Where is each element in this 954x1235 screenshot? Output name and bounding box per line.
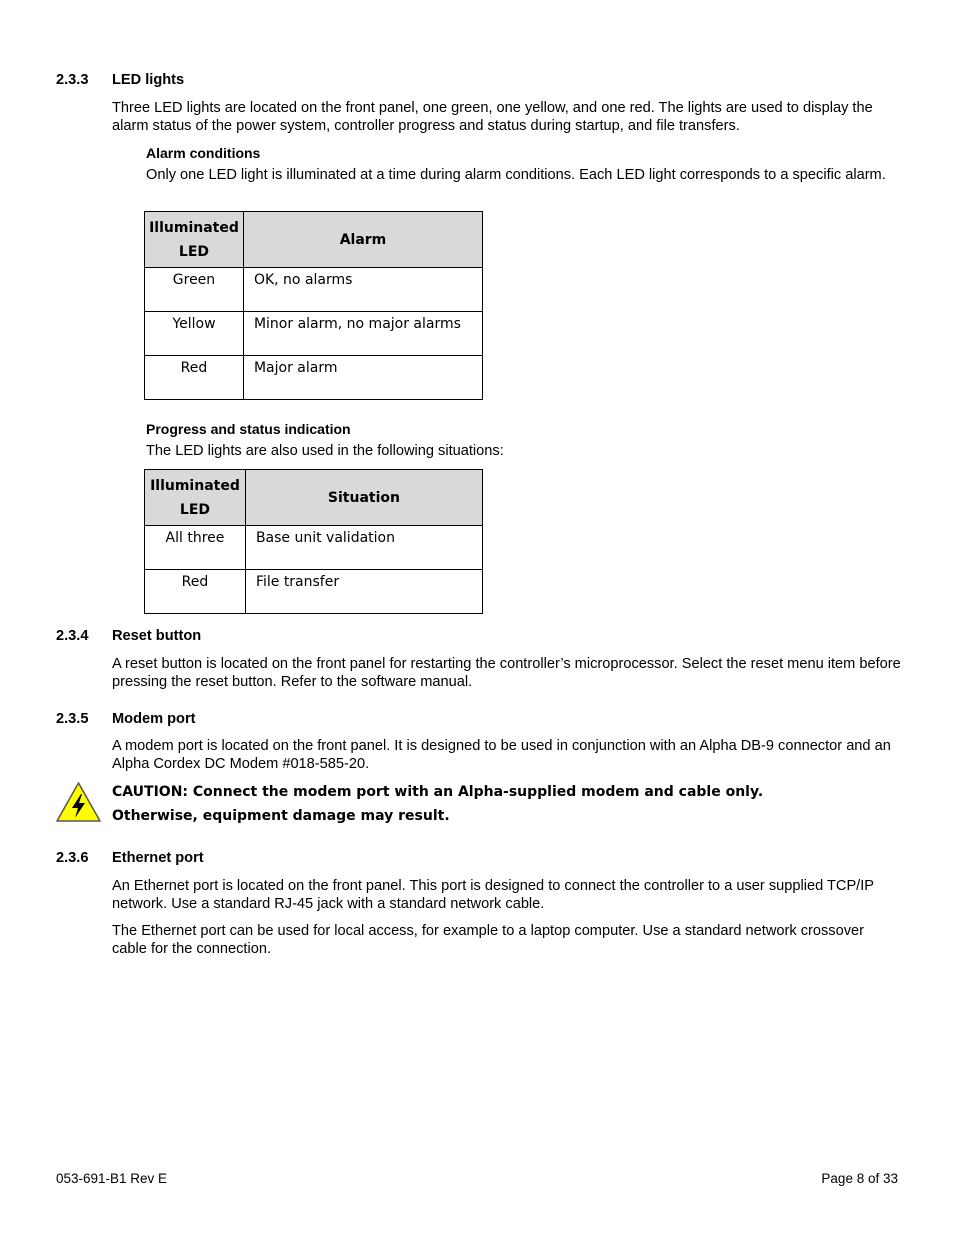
progress-status-heading: Progress and status indication <box>146 421 351 437</box>
table-cell: Red <box>145 356 244 400</box>
alarm-conditions-paragraph: Only one LED light is illuminated at a time during alarm conditions. Each LED light corresponds to a specific alarm. <box>146 167 886 183</box>
section-title-led: LED lights <box>112 72 185 88</box>
section-title-reset: Reset button <box>112 628 202 644</box>
ethernet-paragraph-2: The Ethernet port can be used for local access, for example to a laptop computer. Use a standard network crossover cable for the connection. <box>112 923 864 957</box>
led-intro-paragraph: Three LED lights are located on the front panel, one green, one yellow, and one red. The lights are used to display the alarm status of the power system, controller progress and status during startup, and file transfers. <box>112 100 873 134</box>
section-number-ethernet: 2.3.6 <box>56 850 89 866</box>
table-header-row <box>145 470 483 526</box>
table-row <box>145 570 483 614</box>
table-cell: Minor alarm, no major alarms <box>243 312 482 356</box>
table-cell: OK, no alarms <box>243 268 482 312</box>
table-header-row <box>145 212 483 268</box>
alarm-conditions-heading: Alarm conditions <box>146 145 261 161</box>
section-title-modem: Modem port <box>112 711 196 727</box>
table-header-cell: Illuminated LED <box>145 212 244 268</box>
table-cell: All three <box>145 526 246 570</box>
caution-text: CAUTION: Connect the modem port with an Alpha-supplied modem and cable only. Otherwise, equipment damage may result. <box>112 784 764 824</box>
section-number-led: 2.3.3 <box>56 72 89 88</box>
reset-paragraph: A reset button is located on the front panel for restarting the controller’s microprocessor. Select the reset menu item before pressing the reset button. Refer to the software manual. <box>112 656 901 690</box>
table-row <box>145 268 483 312</box>
high-voltage-warning-icon <box>55 781 102 823</box>
section-number-reset: 2.3.4 <box>56 628 89 644</box>
table-cell: Yellow <box>145 312 244 356</box>
section-number-modem: 2.3.5 <box>56 711 89 727</box>
table-cell: Red <box>145 570 246 614</box>
progress-status-paragraph: The LED lights are also used in the following situations: <box>146 443 504 459</box>
modem-paragraph: A modem port is located on the front panel. It is designed to be used in conjunction with an Alpha DB-9 connector and an Alpha Cordex DC Modem #018-585-20. <box>112 738 891 772</box>
table-cell: Major alarm <box>243 356 482 400</box>
table-header-cell: Illuminated LED <box>145 470 246 526</box>
alarm-table <box>144 211 483 400</box>
table-header-cell: Situation <box>245 470 482 526</box>
table-cell: File transfer <box>245 570 482 614</box>
section-title-ethernet: Ethernet port <box>112 850 204 866</box>
table-row <box>145 526 483 570</box>
table-row <box>145 356 483 400</box>
situation-table <box>144 469 483 614</box>
table-header-cell: Alarm <box>243 212 482 268</box>
footer-page-number: Page 8 of 33 <box>821 1171 898 1186</box>
table-cell: Base unit validation <box>245 526 482 570</box>
footer-doc-number: 053-691-B1 Rev E <box>56 1171 168 1186</box>
table-row <box>145 312 483 356</box>
ethernet-paragraph-1: An Ethernet port is located on the front panel. This port is designed to connect the controller to a user supplied TCP/IP network. Use a standard RJ-45 jack with a standard network cable. <box>112 878 874 912</box>
table-cell: Green <box>145 268 244 312</box>
